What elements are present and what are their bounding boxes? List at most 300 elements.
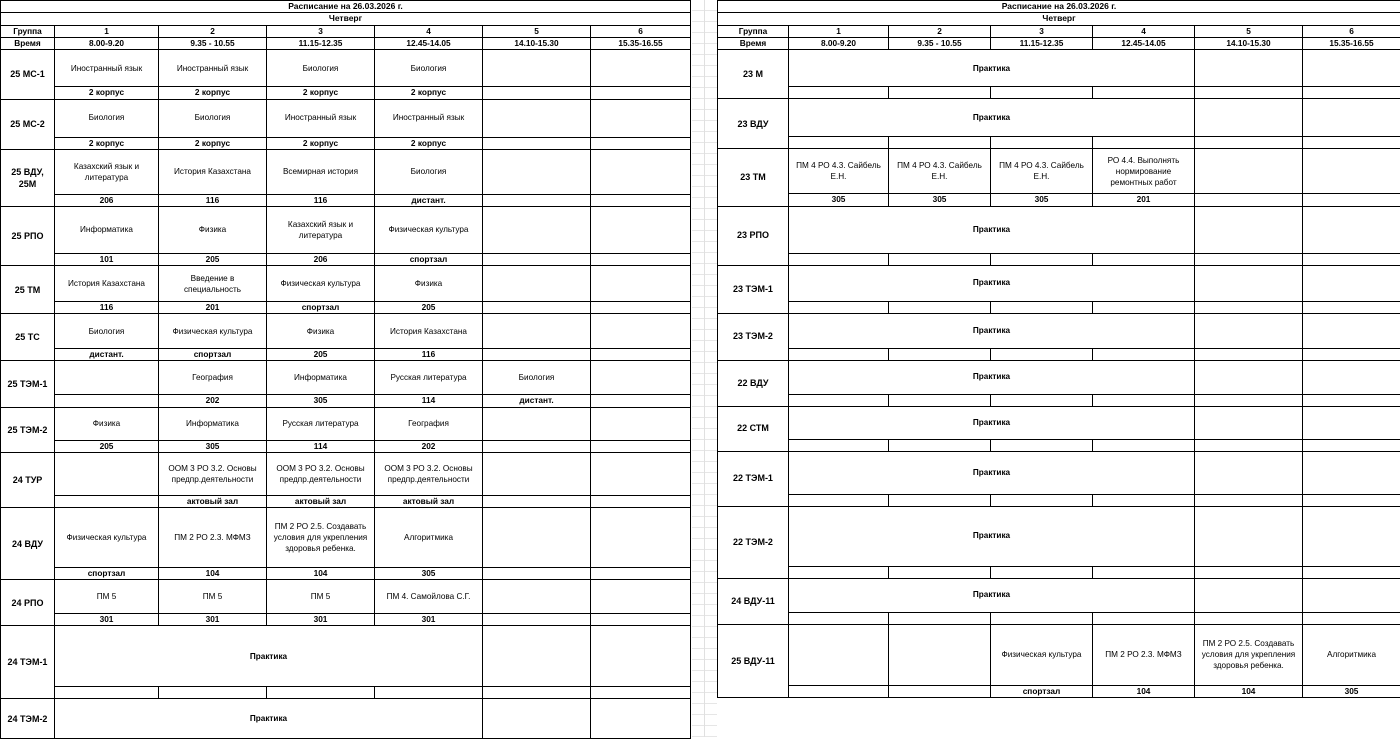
room-cell: 301 [55, 614, 159, 626]
room-cell: 205 [267, 349, 375, 361]
room-cell [1303, 87, 1400, 99]
subject-cell: ПМ 4. Самойлова С.Г. [375, 580, 483, 614]
room-cell [1093, 348, 1195, 360]
subject-cell: Биология [159, 99, 267, 137]
group-name: 23 ТМ [718, 149, 789, 206]
subject-cell [55, 452, 159, 495]
pair-number: 3 [991, 25, 1093, 37]
practice-cell: Практика [789, 99, 1195, 137]
day-of-week: Четверг [718, 13, 1400, 25]
room-cell: 2 корпус [159, 137, 267, 149]
room-cell: 202 [375, 440, 483, 452]
subject-cell: Алгоритмика [375, 508, 483, 568]
subject-cell [889, 624, 991, 685]
room-cell [591, 495, 691, 507]
subject-cell: Русская литература [267, 407, 375, 440]
pair-number: 5 [483, 25, 591, 37]
subject-cell: Физическая культура [991, 624, 1093, 685]
group-name: 25 ТС [1, 314, 55, 361]
room-cell [889, 612, 991, 624]
subject-row [1, 266, 691, 302]
room-cell [1195, 494, 1303, 506]
subject-cell [789, 624, 889, 685]
room-cell [591, 302, 691, 314]
room-row [718, 612, 1400, 624]
room-cell [789, 439, 889, 451]
room-cell [159, 687, 267, 699]
room-cell [591, 440, 691, 452]
room-cell [1093, 566, 1195, 578]
room-cell [483, 568, 591, 580]
room-cell [789, 137, 889, 149]
left-schedule-sheet [0, 0, 691, 739]
group-name: 25 МС-1 [1, 50, 55, 99]
subject-cell: Физика [375, 266, 483, 302]
room-cell [1195, 612, 1303, 624]
room-cell [889, 301, 991, 313]
room-cell: 2 корпус [375, 87, 483, 99]
room-cell [889, 87, 991, 99]
room-row [718, 137, 1400, 149]
subject-cell: ПМ 4 РО 4.3. Сайбель Е.Н. [789, 149, 889, 194]
time-slot: 14.10-15.30 [483, 38, 591, 50]
subject-row [1, 626, 691, 687]
room-row [1, 194, 691, 206]
empty-cell [1303, 451, 1400, 494]
room-row [1, 302, 691, 314]
room-cell [889, 394, 991, 406]
room-cell [1093, 439, 1195, 451]
subject-cell [591, 99, 691, 137]
subject-cell: ПМ 2 РО 2.5. Создавать условия для укрепления здоровья ребенка. [1195, 624, 1303, 685]
subject-cell [591, 266, 691, 302]
subject-row [1, 699, 691, 739]
practice-cell: Практика [789, 265, 1195, 301]
subject-cell: География [375, 407, 483, 440]
room-cell [1195, 87, 1303, 99]
room-row [1, 687, 691, 699]
room-cell [789, 253, 889, 265]
subject-row [1, 149, 691, 194]
room-row [718, 87, 1400, 99]
subject-cell [483, 508, 591, 568]
empty-cell [1195, 50, 1303, 87]
room-cell [591, 137, 691, 149]
subject-cell [591, 580, 691, 614]
room-cell: 305 [789, 194, 889, 206]
room-cell: актовый зал [159, 495, 267, 507]
empty-cell [1303, 578, 1400, 612]
room-cell: 305 [889, 194, 991, 206]
group-name: 25 ТЭМ-2 [1, 407, 55, 452]
time-slot: 9.35 - 10.55 [889, 38, 991, 50]
room-cell [789, 87, 889, 99]
group-name: 22 ВДУ [718, 360, 789, 406]
subject-cell: Биология [267, 50, 375, 87]
room-cell [483, 440, 591, 452]
subject-cell: ПМ 4 РО 4.3. Сайбель Е.Н. [889, 149, 991, 194]
room-cell: 301 [267, 614, 375, 626]
room-cell [1093, 137, 1195, 149]
pair-number: 5 [1195, 25, 1303, 37]
empty-cell [1195, 99, 1303, 137]
subject-cell: Информатика [159, 407, 267, 440]
room-cell [991, 137, 1093, 149]
group-name: 25 ВДУ-11 [718, 624, 789, 697]
group-name: 23 М [718, 50, 789, 99]
room-cell [483, 87, 591, 99]
empty-cell [1303, 313, 1400, 348]
room-cell [889, 685, 991, 697]
subject-cell [591, 508, 691, 568]
room-row [718, 348, 1400, 360]
subject-cell: Биология [483, 361, 591, 395]
room-cell [789, 394, 889, 406]
room-cell: 2 корпус [55, 87, 159, 99]
room-cell [1195, 194, 1303, 206]
subject-cell: ООМ 3 РО 3.2. Основы предпр.деятельности [159, 452, 267, 495]
subject-cell: История Казахстана [375, 314, 483, 349]
subject-cell: ПМ 5 [55, 580, 159, 614]
room-cell [483, 137, 591, 149]
room-row [1, 440, 691, 452]
subject-cell [483, 50, 591, 87]
room-cell [591, 395, 691, 407]
subject-cell: Биология [55, 314, 159, 349]
empty-cell [1303, 506, 1400, 566]
pair-number: 6 [591, 25, 691, 37]
room-row [1, 568, 691, 580]
subject-cell: Иностранный язык [159, 50, 267, 87]
subject-row [1, 452, 691, 495]
right-schedule-sheet [717, 0, 1400, 698]
empty-cell [1195, 313, 1303, 348]
room-cell [591, 568, 691, 580]
empty-cell [483, 626, 591, 687]
subject-row [1, 99, 691, 137]
room-cell: 101 [55, 253, 159, 265]
subject-cell [483, 407, 591, 440]
room-cell [1303, 439, 1400, 451]
subject-cell: Иностранный язык [375, 99, 483, 137]
room-cell: 116 [159, 194, 267, 206]
room-cell [889, 253, 991, 265]
room-cell [991, 253, 1093, 265]
subject-cell [591, 314, 691, 349]
room-cell [991, 566, 1093, 578]
group-name: 24 ВДУ [1, 508, 55, 580]
room-row [1, 349, 691, 361]
room-cell [267, 687, 375, 699]
room-cell [889, 348, 991, 360]
empty-cell [1195, 265, 1303, 301]
room-cell: 201 [159, 302, 267, 314]
subject-cell: ПМ 5 [159, 580, 267, 614]
room-cell: 301 [159, 614, 267, 626]
subject-cell: Алгоритмика [1303, 624, 1400, 685]
subject-cell [483, 314, 591, 349]
subject-row [718, 451, 1400, 494]
subject-row [718, 506, 1400, 566]
room-cell [1303, 348, 1400, 360]
time-slot: 15.35-16.55 [1303, 38, 1400, 50]
pair-number: 2 [159, 25, 267, 37]
group-name: 25 МС-2 [1, 99, 55, 149]
room-cell [483, 302, 591, 314]
room-row [718, 394, 1400, 406]
pair-number: 3 [267, 25, 375, 37]
room-cell [991, 87, 1093, 99]
schedule-title: Расписание на 26.03.2026 г. [1, 1, 691, 13]
subject-cell: ПМ 2 РО 2.5. Создавать условия для укрепления здоровья ребенка. [267, 508, 375, 568]
room-cell [55, 687, 159, 699]
room-cell [1093, 494, 1195, 506]
room-cell: 305 [1303, 685, 1400, 697]
subject-cell [55, 361, 159, 395]
room-row [718, 253, 1400, 265]
group-name: 25 ТМ [1, 266, 55, 314]
empty-cell [1195, 406, 1303, 439]
practice-cell: Практика [55, 699, 483, 739]
room-cell: 301 [375, 614, 483, 626]
group-name: 25 ТЭМ-1 [1, 361, 55, 407]
room-row [1, 253, 691, 265]
room-cell [483, 349, 591, 361]
room-cell: спортзал [375, 253, 483, 265]
room-cell [1093, 612, 1195, 624]
group-name: 23 РПО [718, 206, 789, 265]
subject-cell: Биология [375, 149, 483, 194]
time-slot: 11.15-12.35 [991, 38, 1093, 50]
room-cell [483, 614, 591, 626]
room-cell: 206 [55, 194, 159, 206]
subject-cell [483, 452, 591, 495]
empty-cell [1303, 206, 1400, 253]
room-cell [591, 253, 691, 265]
room-cell: актовый зал [375, 495, 483, 507]
subject-cell: ООМ 3 РО 3.2. Основы предпр.деятельности [267, 452, 375, 495]
group-name: 24 РПО [1, 580, 55, 626]
room-cell [483, 253, 591, 265]
group-name: 24 ТЭМ-1 [1, 626, 55, 699]
room-cell [1093, 253, 1195, 265]
time-label: Время [1, 38, 55, 50]
room-cell [789, 494, 889, 506]
group-name: 22 ТЭМ-2 [718, 506, 789, 578]
room-cell [55, 395, 159, 407]
pair-number-row [718, 25, 1400, 37]
subject-cell: Казахский язык и литература [55, 149, 159, 194]
subject-cell: ПМ 2 РО 2.3. МФМЗ [159, 508, 267, 568]
day-row [1, 13, 691, 25]
room-cell [889, 494, 991, 506]
subject-cell: Введение в специальность [159, 266, 267, 302]
room-cell [789, 348, 889, 360]
subject-row [1, 407, 691, 440]
subject-cell: История Казахстана [55, 266, 159, 302]
room-cell: 2 корпус [159, 87, 267, 99]
room-cell: 2 корпус [267, 137, 375, 149]
room-cell [1093, 394, 1195, 406]
time-slot: 8.00-9.20 [789, 38, 889, 50]
room-cell [591, 349, 691, 361]
group-label: Группа [1, 25, 55, 37]
room-cell: 114 [375, 395, 483, 407]
room-cell: 116 [55, 302, 159, 314]
subject-cell: Физическая культура [159, 314, 267, 349]
room-cell [591, 687, 691, 699]
empty-cell [483, 699, 591, 739]
empty-cell [1195, 578, 1303, 612]
room-cell [1093, 301, 1195, 313]
subject-cell [483, 206, 591, 253]
room-cell [991, 439, 1093, 451]
room-cell: 104 [1093, 685, 1195, 697]
pair-number: 4 [375, 25, 483, 37]
room-cell: 104 [159, 568, 267, 580]
room-cell [991, 394, 1093, 406]
room-cell [483, 687, 591, 699]
subject-cell: Всемирная история [267, 149, 375, 194]
practice-cell: Практика [789, 50, 1195, 87]
subject-cell [591, 407, 691, 440]
room-cell: 116 [267, 194, 375, 206]
room-cell: 305 [991, 194, 1093, 206]
subject-row [718, 50, 1400, 87]
room-cell [591, 87, 691, 99]
subject-cell: Иностранный язык [55, 50, 159, 87]
room-cell [789, 685, 889, 697]
subject-cell: История Казахстана [159, 149, 267, 194]
practice-cell: Практика [789, 406, 1195, 439]
subject-cell: Физическая культура [55, 508, 159, 568]
room-cell [1303, 394, 1400, 406]
room-cell [1195, 348, 1303, 360]
time-slot: 11.15-12.35 [267, 38, 375, 50]
room-cell: 206 [267, 253, 375, 265]
time-slot: 15.35-16.55 [591, 38, 691, 50]
subject-row [718, 360, 1400, 394]
room-cell: 2 корпус [55, 137, 159, 149]
room-cell [789, 612, 889, 624]
room-cell: спортзал [159, 349, 267, 361]
subject-cell [1303, 149, 1400, 194]
subject-cell: РО 4.4. Выполнять нормирование ремонтных работ [1093, 149, 1195, 194]
room-row [718, 194, 1400, 206]
subject-cell: ООМ 3 РО 3.2. Основы предпр.деятельности [375, 452, 483, 495]
subject-row [1, 206, 691, 253]
subject-cell [591, 50, 691, 87]
title-row [718, 1, 1400, 13]
pair-number: 4 [1093, 25, 1195, 37]
time-slot: 14.10-15.30 [1195, 38, 1303, 50]
subject-cell [591, 149, 691, 194]
subject-row [718, 406, 1400, 439]
subject-row [718, 206, 1400, 253]
subject-cell: Информатика [55, 206, 159, 253]
room-cell [1303, 494, 1400, 506]
sheet-gap [692, 0, 717, 737]
subject-cell [1195, 149, 1303, 194]
practice-cell: Практика [789, 451, 1195, 494]
time-slot: 12.45-14.05 [375, 38, 483, 50]
group-label: Группа [718, 25, 789, 37]
room-cell: 305 [159, 440, 267, 452]
subject-cell: Иностранный язык [267, 99, 375, 137]
room-cell [789, 566, 889, 578]
room-cell [1195, 394, 1303, 406]
room-cell [483, 495, 591, 507]
room-row [718, 566, 1400, 578]
subject-row [1, 50, 691, 87]
room-cell: дистант. [375, 194, 483, 206]
room-cell [375, 687, 483, 699]
subject-row [1, 508, 691, 568]
subject-cell [483, 580, 591, 614]
group-name: 24 ТУР [1, 452, 55, 507]
group-name: 25 РПО [1, 206, 55, 265]
subject-cell: Биология [55, 99, 159, 137]
room-row [1, 87, 691, 99]
room-cell: дистант. [55, 349, 159, 361]
time-slot: 9.35 - 10.55 [159, 38, 267, 50]
room-cell [1195, 301, 1303, 313]
room-cell [591, 614, 691, 626]
subject-cell [591, 361, 691, 395]
group-name: 22 СТМ [718, 406, 789, 451]
subject-cell [591, 452, 691, 495]
subject-row [1, 361, 691, 395]
room-cell: 104 [1195, 685, 1303, 697]
subject-row [1, 580, 691, 614]
room-cell [991, 348, 1093, 360]
subject-cell: Физическая культура [267, 266, 375, 302]
empty-cell [1195, 360, 1303, 394]
practice-cell: Практика [789, 506, 1195, 566]
pair-number: 6 [1303, 25, 1400, 37]
room-cell [1303, 194, 1400, 206]
room-row [1, 395, 691, 407]
room-cell [991, 494, 1093, 506]
subject-cell [483, 266, 591, 302]
empty-cell [1303, 406, 1400, 439]
empty-cell [1303, 360, 1400, 394]
room-row [1, 614, 691, 626]
subject-row [718, 265, 1400, 301]
room-cell: актовый зал [267, 495, 375, 507]
room-cell [1195, 137, 1303, 149]
time-slot: 8.00-9.20 [55, 38, 159, 50]
room-cell [1195, 566, 1303, 578]
room-cell [889, 566, 991, 578]
subject-row [718, 578, 1400, 612]
practice-cell: Практика [789, 360, 1195, 394]
group-name: 23 ВДУ [718, 99, 789, 149]
empty-cell [591, 699, 691, 739]
subject-cell: ПМ 2 РО 2.3. МФМЗ [1093, 624, 1195, 685]
empty-cell [1303, 265, 1400, 301]
subject-cell: Физика [55, 407, 159, 440]
group-name: 23 ТЭМ-2 [718, 313, 789, 360]
room-row [1, 495, 691, 507]
room-cell [1303, 301, 1400, 313]
room-cell [991, 301, 1093, 313]
room-row [1, 137, 691, 149]
subject-cell [483, 149, 591, 194]
right-schedule-table [717, 0, 1400, 698]
room-cell: 2 корпус [267, 87, 375, 99]
title-row [1, 1, 691, 13]
